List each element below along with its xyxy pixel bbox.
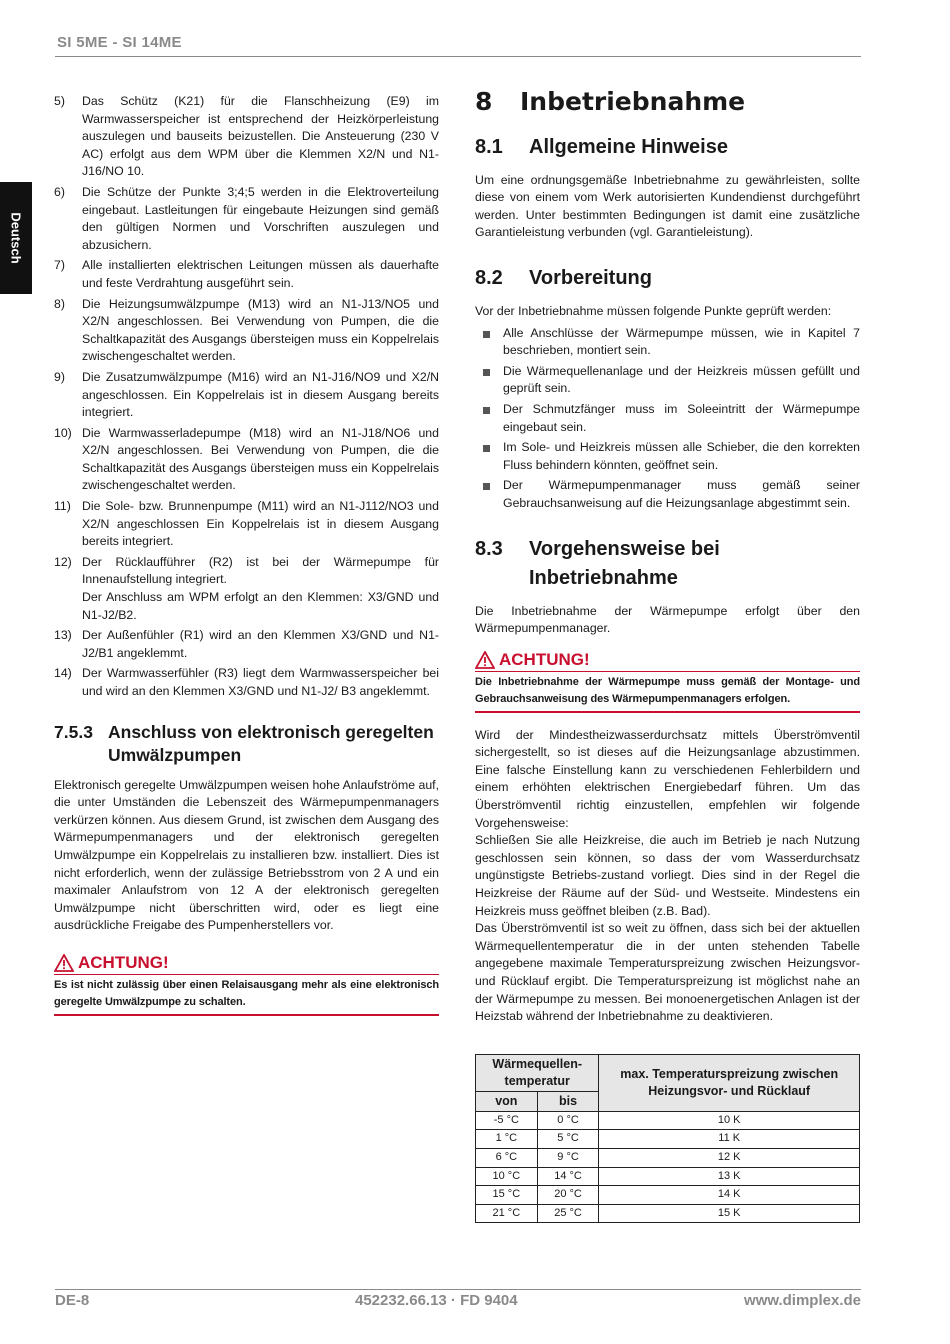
paragraph: Das Überströmventil ist so weit zu öffnen, dass sich bei der aktuellen Wärmequellentemperatur die in der unten stehenden Tabelle angegebene maximale Temperaturspreizung zwischen Heizungsvor- und Rücklauf ergibt. Die Temperaturspreizung ist möglichst nahe an der Wärmepumpe zu messen. Bei monoenergetischen Anlagen ist der Heizstab während der Inbetriebnahme zu deaktivieren. xyxy=(475,921,860,1024)
warning-text: Die Inbetriebnahme der Wärmepumpe muss gemäß der Montage- und Gebrauchsanweisung des Wärmepumpenmanagers erfolgen. xyxy=(475,675,860,705)
warning-icon xyxy=(475,651,495,669)
list-item: Der Schmutzfänger muss im Soleeintritt der Wärmepumpe eingebaut sein. xyxy=(475,401,860,436)
section-8-2-text: Vor der Inbetriebnahme müssen folgende Punkte geprüft werden: xyxy=(475,303,832,318)
language-tab-label: Deutsch xyxy=(8,212,24,264)
table-header-to: bis xyxy=(537,1091,599,1111)
section-heading-8-2: 8.2 Vorbereitung xyxy=(475,266,652,289)
section-8-3-text: Die Inbetriebnahme der Wärmepumpe erfolgt über den Wärmepumpenmanager. xyxy=(475,603,860,636)
list-item: 5) Das Schütz (K21) für die Flanschheizung (E9) im Warmwasserspeicher ist entsprechend der Heizkörperleistung auszulegen und bauseits beizustellen. Die Ansteuerung (230 V AC) erfolgt aus dem WPM über die Klemmen X2/N und N1-J16/NO 10. xyxy=(54,94,439,179)
paragraph: Schließen Sie alle Heizkreise, die auch im Betrieb je nach Nutzung geschlossen sein können, so dass der vom Wasserdurchsatz ungünstigste Betriebs-zustand vorliegt. Dies sind in der Regel die Heizkreise der Räume auf der Süd- und Westseite. Mindestens ein Heizkreis muss geöffnet bleiben (z.B. Bad). xyxy=(475,833,860,918)
list-item: Im Sole- und Heizkreis müssen alle Schieber, die den korrekten Fluss behindern könnten, geöffnet sein. xyxy=(475,439,860,474)
paragraph: Wird der Mindestheizwasserdurchsatz mittels Überströmventil sichergestellt, so ist dieses auf die Heizungsanlage abzustimmen. Eine falsche Einstellung kann zu verschiedenen Fehlerbildern und einem erhöhten elektrischen Energiebedarf führen. Um das Überströmventil richtig einzustellen, empfehlen wir folgende Vorgehensweise: xyxy=(475,727,860,830)
table-row: 6 °C 9 °C 12 K xyxy=(476,1148,860,1167)
list-item: 13) Der Außenfühler (R1) wird an den Klemmen X3/GND und N1-J2/B1 angeklemmt. xyxy=(54,628,439,660)
section-heading-8-1: 8.1 Allgemeine Hinweise xyxy=(475,135,728,158)
document-number: 452232.66.13 · FD 9404 xyxy=(355,1292,518,1309)
list-item: 8) Die Heizungsumwälzpumpe (M13) wird an N1-J13/NO5 und X2/N angeschlossen. Bei Verwendung von Pumpen, die die Schaltkapazität des Ausgangs übersteigen muss ein Koppelrelais zwischengeschaltet werden. xyxy=(54,296,439,364)
header-rule xyxy=(55,56,861,57)
section-heading-8-3: 8.3 Vorgehensweise bei Inbetriebnahme xyxy=(475,537,720,589)
preparation-checklist xyxy=(475,325,860,513)
table-row: 15 °C 20 °C 14 K xyxy=(476,1186,860,1205)
table-header-source: Wärmequellen-temperatur xyxy=(476,1054,599,1091)
warning-text: Es ist nicht zulässig über einen Relaisausgang mehr als eine elektronisch geregelte Umwälzpumpe zu schalten. xyxy=(54,978,439,1008)
list-item: Alle Anschlüsse der Wärmepumpe müssen, wie in Kapitel 7 beschrieben, montiert sein. xyxy=(475,325,860,360)
table-row: -5 °C 0 °C 10 K xyxy=(476,1111,860,1130)
list-item: 12) Der Rücklaufführer (R2) ist bei der Wärmepumpe für Innenaufstellung integriert. Der Anschluss am WPM erfolgt an den Klemmen: X3/GND und N1-J2/B2. xyxy=(54,554,439,622)
table-row: 21 °C 25 °C 15 K xyxy=(476,1204,860,1223)
connection-notes-list xyxy=(54,93,439,701)
list-item: 7) Alle installierten elektrischen Leitungen müssen als dauerhafte und feste Verdrahtung ausgeführt sein. xyxy=(54,258,439,290)
left-column xyxy=(54,93,439,1030)
section-heading-7-5-3: 7.5.3 Anschluss von elektronisch geregelten Umwälzpumpen xyxy=(54,721,434,765)
section-8-1-text: Um eine ordnungsgemäße Inbetriebnahme zu gewährleisten, sollte diese von einem vom Werk autorisierten Kundendienst durchgeführt werden. Unter bestimmten Bedingungen ist damit eine zusätzliche Garantieleistung verbunden (vgl. Garantieleistung). xyxy=(475,172,860,240)
warning-box xyxy=(475,650,860,713)
list-item: 9) Die Zusatzumwälzpumpe (M16) wird an N1-J16/NO9 und X2/N angeschlossen. Ein Koppelrelais ist in diesem Ausgang bereits integriert. xyxy=(54,369,439,420)
footer-rule xyxy=(55,1289,861,1290)
table-row: 10 °C 14 °C 13 K xyxy=(476,1167,860,1186)
page-number: DE-8 xyxy=(55,1292,90,1309)
list-item: 14) Der Warmwasserfühler (R3) liegt dem Warmwasserspeicher bei und wird an den Klemmen X3/GND und N1-J2/ B3 angeklemmt. xyxy=(54,666,439,698)
warning-header: ACHTUNG! xyxy=(54,953,439,975)
list-item: 11) Die Sole- bzw. Brunnenpumpe (M11) wird an N1-J112/NO3 und X2/N angeschlossen Ein Koppelrelais ist in diesem Ausgang bereits integriert. xyxy=(54,499,439,549)
temperature-spread-table xyxy=(475,1054,860,1224)
warning-header: ACHTUNG! xyxy=(475,650,860,672)
website-link[interactable]: www.dimplex.de xyxy=(744,1292,861,1309)
language-tab[interactable] xyxy=(0,182,32,294)
section-paragraph: Elektronisch geregelte Umwälzpumpen weisen hohe Anlaufströme auf, die unter Umständen die Lebenszeit des Wärmepumpenmanagers verkürzen können. Aus diesem Grund, ist zwischen dem Ausgang des Wärmepumpenmanagers und der elektronisch geregelten Umwälzpumpe ein Koppelrelais zu installieren bzw. installiert. Dies ist nicht erforderlich, wenn der zulässige Betriebsstrom von 2 A und ein maximaler Anlaufstrom von 12 A der elektronisch geregelten Umwälzpumpe nicht überschritten wird, oder es liegt eine ausdrückliche Freigabe des Pumpenherstellers vor. xyxy=(54,777,439,933)
warning-box xyxy=(54,953,439,1016)
list-item: 10) Die Warmwasserladepumpe (M18) wird an N1-J18/NO6 und X2/N angeschlossen. Bei Verwendung von Pumpen, die die Schaltkapazität des Ausgangs übersteigen muss ein Koppelrelais zwischengeschaltet werden. xyxy=(54,425,439,493)
header-title: SI 5ME - SI 14ME xyxy=(57,34,182,51)
list-item: Der Wärmepumpenmanager muss gemäß seiner Gebrauchsanweisung auf die Heizungsanlage abgestimmt sein. xyxy=(475,477,860,512)
chapter-heading: 8 Inbetriebnahme xyxy=(475,87,746,116)
warning-icon xyxy=(54,954,74,972)
list-item: 6) Die Schütze der Punkte 3;4;5 werden in die Elektroverteilung eingebaut. Lastleitungen für eingebaute Heizungen sind gemäß den gültigen Normen und Vorschriften auszulegen und abzusichern. xyxy=(54,184,439,252)
table-header-spread: max. Temperaturspreizung zwischen Heizungsvor- und Rücklauf xyxy=(599,1054,860,1111)
list-item: Die Wärmequellenanlage und der Heizkreis müssen gefüllt und geprüft sein. xyxy=(475,363,860,398)
table-header-from: von xyxy=(476,1091,538,1111)
right-column xyxy=(475,87,860,1223)
table-row: 1 °C 5 °C 11 K xyxy=(476,1130,860,1149)
